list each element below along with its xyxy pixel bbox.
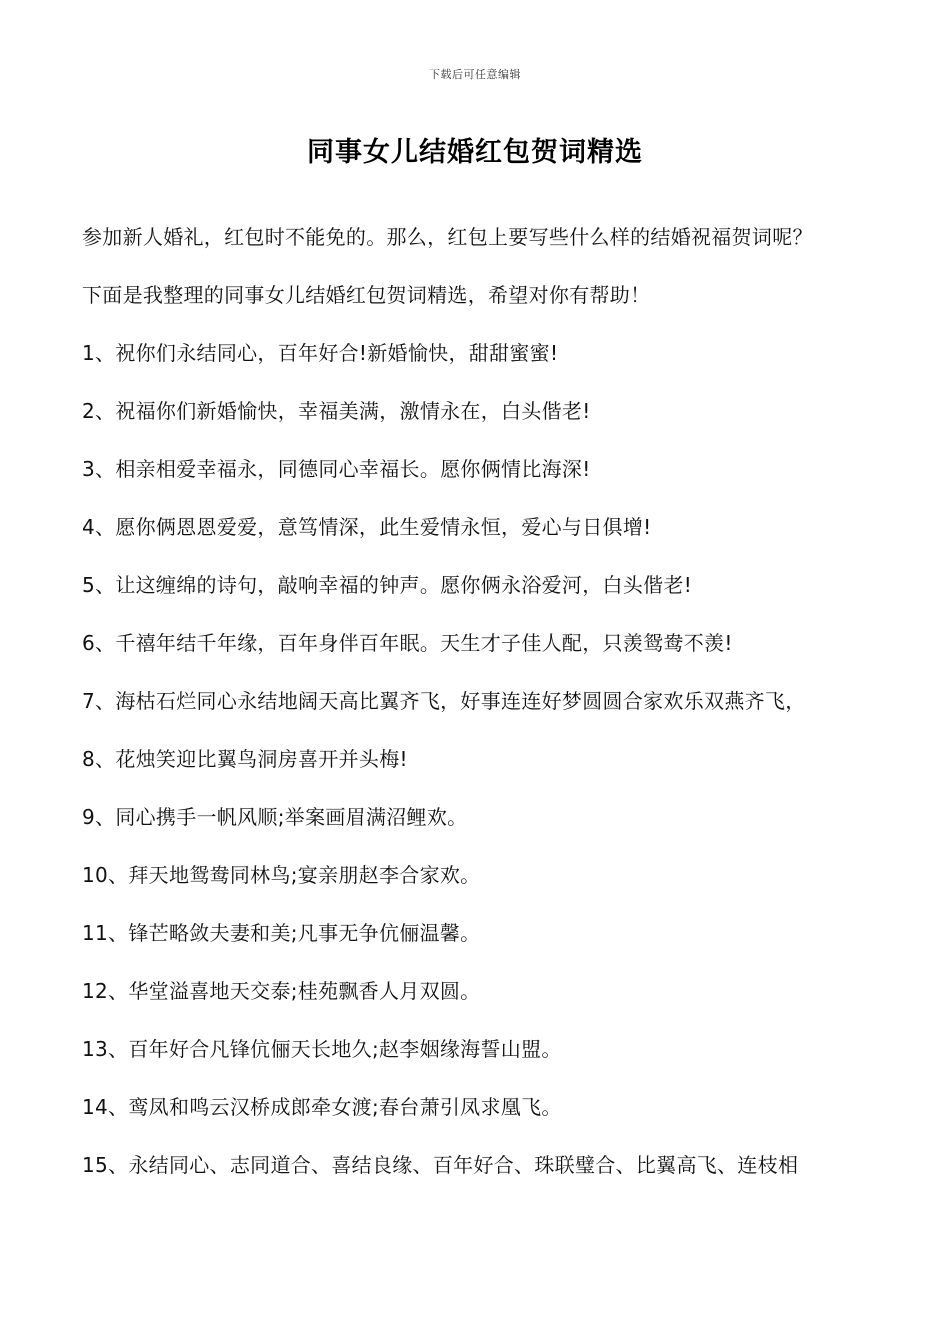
list-item: 2、祝福你们新婚愉快，幸福美满，激情永在，白头偕老!	[82, 399, 591, 423]
page-title: 同事女儿结婚红包贺词精选	[307, 137, 643, 168]
list-item: 12、华堂溢喜地天交泰;桂苑飘香人月双圆。	[82, 979, 481, 1003]
list-item: 3、相亲相爱幸福永，同德同心幸福长。愿你俩情比海深!	[82, 457, 591, 481]
list-item: 1、祝你们永结同心，百年好合!新婚愉快，甜甜蜜蜜!	[82, 341, 559, 365]
list-item: 7、海枯石烂同心永结地阔天高比翼齐飞，好事连连好梦圆圆合家欢乐双燕齐飞，	[82, 689, 806, 713]
header-note: 下载后可任意编辑	[429, 68, 521, 81]
intro-paragraph: 参加新人婚礼，红包时不能免的。那么，红包上要写些什么样的结婚祝福贺词呢？	[82, 225, 813, 249]
list-item: 15、永结同心、志同道合、喜结良缘、百年好合、珠联璧合、比翼高飞、连枝相	[82, 1153, 799, 1177]
list-item: 4、愿你俩恩恩爱爱，意笃情深，此生爱情永恒，爱心与日俱增!	[82, 515, 652, 539]
document-body	[82, 222, 902, 1208]
list-item: 8、花烛笑迎比翼鸟洞房喜开并头梅!	[82, 747, 408, 771]
intro-paragraph: 下面是我整理的同事女儿结婚红包贺词精选，希望对你有帮助！	[82, 283, 651, 307]
list-item: 11、锋芒略敛夫妻和美;凡事无争伉俪温馨。	[82, 921, 481, 945]
list-item: 14、鸾凤和鸣云汉桥成郎牵女渡;春台萧引凤求凰飞。	[82, 1095, 562, 1119]
list-item: 10、拜天地鸳鸯同林鸟;宴亲朋赵李合家欢。	[82, 863, 481, 887]
list-item: 6、千禧年结千年缘，百年身伴百年眠。天生才子佳人配，只羡鸳鸯不羡!	[82, 631, 733, 655]
list-item: 9、同心携手一帆风顺;举案画眉满沼鲤欢。	[82, 805, 468, 829]
list-item: 13、百年好合凡锋伉俪天长地久;赵李姻缘海誓山盟。	[82, 1037, 562, 1061]
list-item: 5、让这缠绵的诗句，敲响幸福的钟声。愿你俩永浴爱河，白头偕老!	[82, 573, 693, 597]
